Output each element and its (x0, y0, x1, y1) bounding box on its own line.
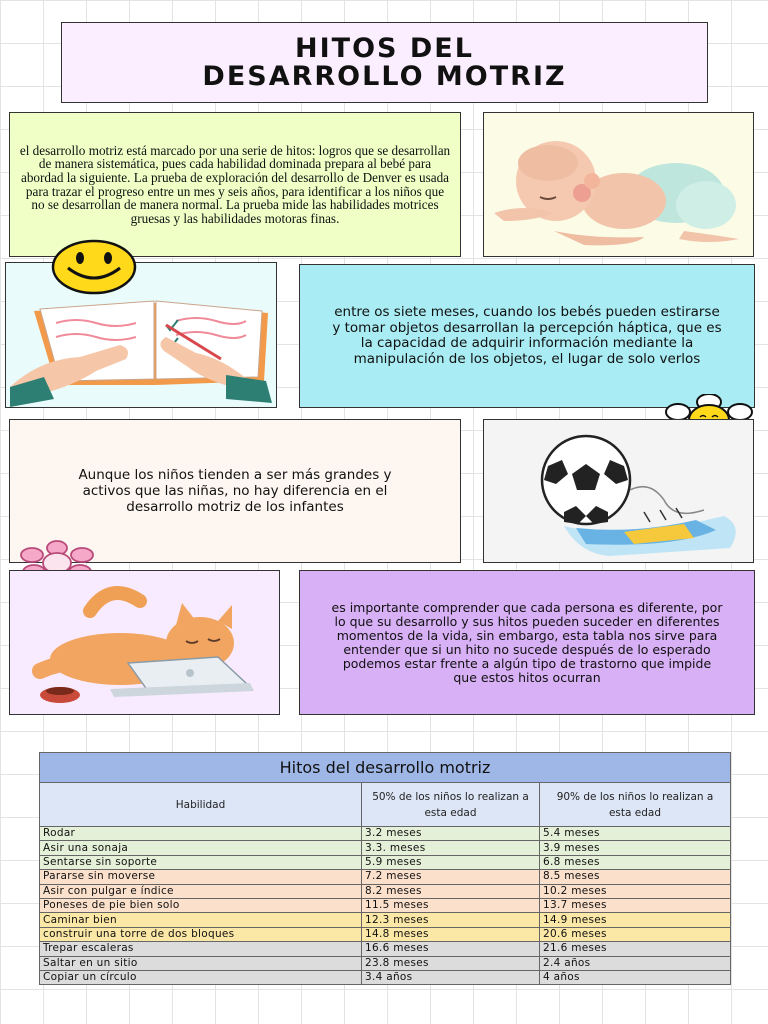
intro-card (9, 112, 461, 257)
cell-p90: 4 años (540, 970, 731, 984)
cell-p90: 6.8 meses (540, 855, 731, 869)
cell-skill: construir una torre de dos bloques (40, 927, 362, 941)
individual-differences-card (299, 570, 755, 715)
table-row (40, 927, 731, 941)
header-50-percent: 50% de los niños lo realizan a esta edad (362, 783, 540, 827)
cell-p90: 20.6 meses (540, 927, 731, 941)
page-title (202, 32, 567, 92)
cell-p90: 2.4 años (540, 956, 731, 970)
intro-text: el desarrollo motriz está marcado por una serie de hitos: logros que se desarrollan de manera sistemática, pues cada habilidad dominada prepara al bebé para abordad la siguiente. La prueba de exploración del desarrollo de Denver es usada para trazar el progreso entre un mes y seis años, para identificar a los niños que no se desarrollan de manera normal. La prueba mide las habilidades motrices gruesas y las habilidades motoras finas. (19, 142, 451, 226)
cell-p90: 8.5 meses (540, 870, 731, 884)
cell-p50: 23.8 meses (362, 956, 540, 970)
cell-skill: Rodar (40, 827, 362, 841)
table-row (40, 898, 731, 912)
cell-skill: Caminar bien (40, 913, 362, 927)
ball-shoe-illustration-card (483, 419, 754, 563)
title-banner (61, 22, 708, 103)
header-skill: Habilidad (40, 783, 362, 827)
table-row (40, 956, 731, 970)
cell-p90: 10.2 meses (540, 884, 731, 898)
cell-skill: Pararse sin moverse (40, 870, 362, 884)
cell-p50: 3.4 años (362, 970, 540, 984)
cell-p50: 3.3. meses (362, 841, 540, 855)
title-line-2: DESARROLLO MOTRIZ (202, 60, 567, 92)
cell-skill: Asir una sonaja (40, 841, 362, 855)
table-row (40, 913, 731, 927)
cell-p50: 14.8 meses (362, 927, 540, 941)
table-row (40, 942, 731, 956)
cell-p50: 8.2 meses (362, 884, 540, 898)
cell-skill: Poneses de pie bien solo (40, 898, 362, 912)
cell-p90: 5.4 meses (540, 827, 731, 841)
baby-crawling-illustration (484, 113, 753, 255)
header-90-percent: 90% de los niños lo realizan a esta edad (540, 783, 731, 827)
cell-p50: 7.2 meses (362, 870, 540, 884)
cell-skill: Trepar escaleras (40, 942, 362, 956)
cell-skill: Sentarse sin soporte (40, 855, 362, 869)
table-body (40, 827, 731, 985)
title-line-1: HITOS DEL (295, 32, 474, 64)
cell-p90: 13.7 meses (540, 898, 731, 912)
cell-p50: 11.5 meses (362, 898, 540, 912)
milestones-table (39, 752, 730, 985)
cell-p50: 16.6 meses (362, 942, 540, 956)
soccer-ball-shoe-illustration (484, 420, 753, 561)
table-row (40, 884, 731, 898)
cat-illustration-card (9, 570, 280, 715)
cell-p90: 3.9 meses (540, 841, 731, 855)
table-row (40, 870, 731, 884)
cell-skill: Saltar en un sitio (40, 956, 362, 970)
cell-p90: 21.6 meses (540, 942, 731, 956)
individual-differences-text: es importante comprender que cada persona es diferente, por lo que su desarrollo y sus hitos pueden suceder en diferentes momentos de la vida, sin embargo, esta tabla nos sirve para entender que si un hito no sucede después de lo esperado podemos estar frente a algún tipo de trastorno que impide que estos hitos ocurran (331, 599, 723, 685)
smiley-face-icon (50, 238, 138, 296)
writing-illustration-card (5, 262, 277, 408)
table-row (40, 970, 731, 984)
table-row (40, 855, 731, 869)
cell-p50: 5.9 meses (362, 855, 540, 869)
table-title: Hitos del desarrollo motriz (40, 753, 731, 783)
cell-p90: 14.9 meses (540, 913, 731, 927)
hands-writing-notebook-illustration (6, 263, 276, 407)
haptic-text: entre os siete meses, cuando los bebés pueden estirarse y tomar objetos desarrollan la percepción háptica, que es la capacidad de adquirir información mediante la manipulación de los objetos, el lugar de solo verlos (332, 304, 722, 367)
sleeping-cat-laptop-illustration (10, 571, 279, 713)
baby-illustration-card (483, 112, 754, 257)
cell-skill: Asir con pulgar e índice (40, 884, 362, 898)
haptic-perception-card (299, 264, 755, 408)
cell-skill: Copiar un círculo (40, 970, 362, 984)
cell-p50: 12.3 meses (362, 913, 540, 927)
table-row (40, 827, 731, 841)
boys-girls-text: Aunque los niños tienden a ser más grandes y activos que las niñas, no hay diferencia en el desarrollo motriz de los infantes (78, 467, 392, 515)
cell-p50: 3.2 meses (362, 827, 540, 841)
table-row (40, 841, 731, 855)
